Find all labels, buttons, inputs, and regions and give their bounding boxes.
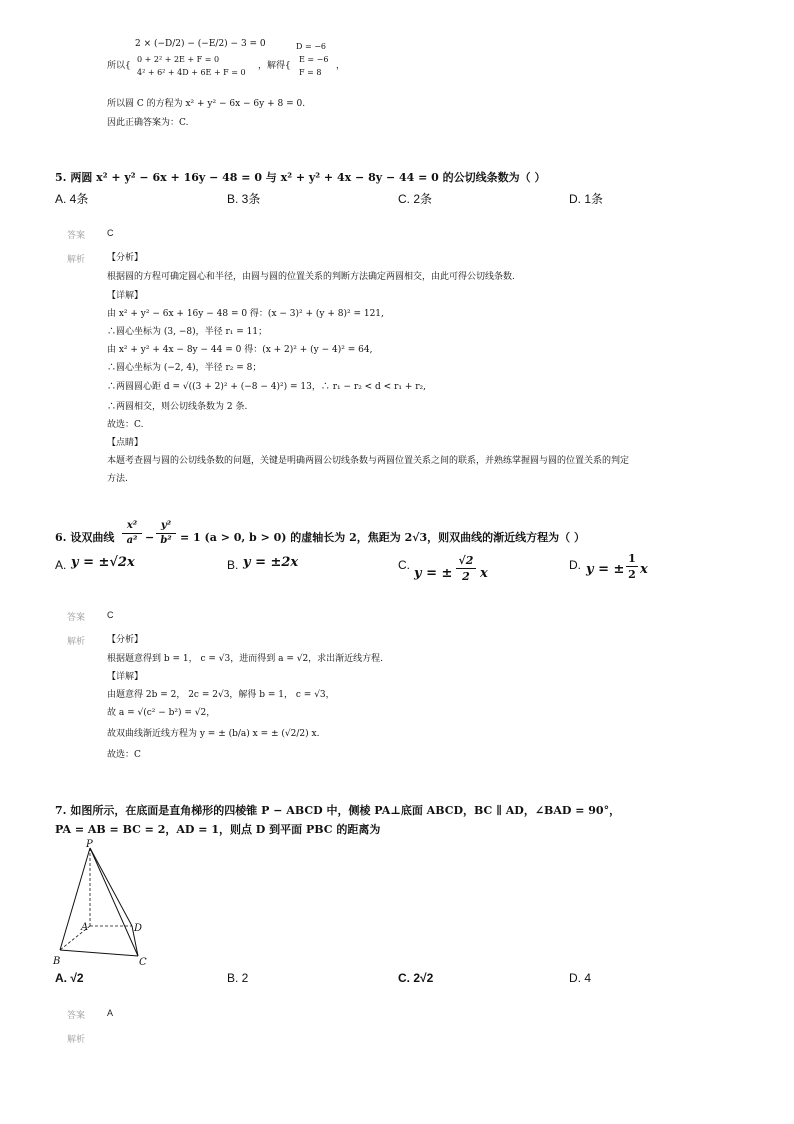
prev-solution-f: F = 8 [299,68,322,77]
edge-pc [90,848,138,956]
q6-option-d-prefix: y = ± [586,562,625,577]
q6-analysis-line-4: 由题意得 2b = 2， 2c = 2√3，解得 b = 1， c = √3， [107,690,335,700]
q5-analysis-line-7: ∴圆心坐标为 (−2, 4)，半径 r₂ = 8； [107,363,262,373]
q6-analysis-line-6: 故双曲线渐近线方程为 y = ± (b/a) x = ± (√2/2) x. [107,729,320,739]
q7-option-a: A. √2 [55,971,84,985]
prev-system-line1: 0 + 2² + 2E + F = 0 [137,55,220,64]
q6-minus: − [145,531,155,544]
q7-option-b: B. 2 [227,971,249,985]
q5-analysis-line-13: 方法. [107,474,128,484]
q6-stem-end: = 1 (a > 0, b > 0) 的虚轴长为 2，焦距为 2√3，则双曲线的渐近线方程为（ ） [180,531,585,544]
q6-option-d-label: D. [569,558,581,572]
q6-option-b-label: B. [227,558,239,572]
label-d: D [134,923,143,934]
q6-analysis-line-2: 根据题意得到 b = 1， c = √3，进而得到 a = √2，求出渐近线方程. [107,654,384,664]
q6-option-c-suffix: x [480,566,488,581]
q6-analysis-label: 解析 [67,636,86,646]
q5-analysis-line-11: 【点睛】 [107,438,144,448]
q5-analysis-line-4: 由 x² + y² − 6x + 16y − 48 = 0 得：(x − 3)² + (y + 8)² = 121, [107,309,384,319]
q6-option-a-label: A. [55,558,67,572]
prev-circle-equation: 所以圆 C 的方程为 x² + y² − 6x − 6y + 8 = 0. [107,99,306,109]
q6-option-c-label: C. [398,558,410,572]
q6-option-c-denominator: 2 [462,570,470,583]
q5-analysis-line-1: 【分析】 [107,253,144,263]
q6-frac2-bar [156,533,176,534]
prev-tail: ， [336,61,346,71]
q6-frac1-bar [122,533,142,534]
q6-option-c-prefix: y = ± [414,566,453,581]
q5-analysis-line-12: 本题考查圆与圆的公切线条数的问题，关键是明确两圆公切线条数与两圆位置关系之间的联系，并熟练掌握圆与圆的位置关系的判定 [107,456,630,466]
q6-answer-value: C [107,610,114,620]
label-p: P [86,839,93,850]
q6-stem-start: 6. 设双曲线 [55,531,115,544]
q5-answer-value: C [107,228,114,238]
q6-option-b-expr: y = ±2x [243,555,299,570]
q6-frac1-denominator: a² [126,535,138,546]
prev-solution-e: E = −6 [299,55,329,64]
prev-suoyi: 所以{ [107,61,131,71]
edge-bc [60,950,138,956]
q5-analysis-line-6: 由 x² + y² + 4x − 8y − 44 = 0 得：(x + 2)² + (y − 4)² = 64, [107,345,373,355]
prev-jiede: ，解得{ [258,61,291,71]
prev-system-line2: 4² + 6² + 4D + 6E + F = 0 [137,68,246,77]
q6-option-d-bar [626,566,638,567]
prev-conclusion: 因此正确答案为：C. [107,118,189,128]
q7-analysis-label: 解析 [67,1034,86,1044]
q6-analysis-line-3: 【详解】 [107,672,144,682]
q5-option-d: D. 1条 [569,192,604,206]
q5-option-a: A. 4条 [55,192,89,206]
q5-analysis-line-8: ∴两圆圆心距 d = √((3 + 2)² + (−8 − 4)²) = 13，∴ r₁ − r₂ < d < r₁ + r₂, [107,382,427,392]
q5-option-b: B. 3条 [227,192,261,206]
q6-analysis-line-5: 故 a = √(c² − b²) = √2， [107,708,216,718]
q6-option-a-expr: y = ±√2x [71,555,135,570]
prev-equation-top: 2 × (−D/2) − (−E/2) − 3 = 0 [135,39,266,49]
prev-solution-d: D = −6 [296,42,326,51]
q6-option-d-denominator: 2 [628,568,636,581]
q5-analysis-line-5: ∴圆心坐标为 (3, −8)，半径 r₁ = 11； [107,327,268,337]
q6-frac2-denominator: b² [160,535,172,546]
q6-analysis-line-1: 【分析】 [107,635,144,645]
q5-answer-label: 答案 [67,230,86,240]
q5-analysis-line-10: 故选：C. [107,420,144,430]
q7-answer-label: 答案 [67,1010,86,1020]
q6-option-d-suffix: x [640,562,648,577]
q6-frac1-numerator: x² [126,520,138,531]
q5-option-c: C. 2条 [398,192,433,206]
q7-option-c: C. 2√2 [398,971,434,985]
q6-option-c-numerator: √2 [458,554,474,567]
q5-analysis-label: 解析 [67,254,86,264]
q6-option-d-numerator: 1 [628,552,636,565]
q7-option-d: D. 4 [569,971,592,985]
q6-analysis-line-7: 故选：C [107,750,141,760]
label-b: B [53,956,61,967]
edge-pb [60,848,90,950]
label-a: A [81,922,89,933]
q5-analysis-line-3: 【详解】 [107,291,144,301]
q5-analysis-line-9: ∴两圆相交，则公切线条数为 2 条. [107,402,248,412]
q7-stem-line-2: PA = AB = BC = 2，AD = 1，则点 D 到平面 PBC 的距离为 [55,823,381,836]
q5-stem: 5. 两圆 x² + y² − 6x + 16y − 48 = 0 与 x² + y² + 4x − 8y − 44 = 0 的公切线条数为（ ） [55,171,546,184]
label-c: C [139,957,147,968]
q7-stem-line-1: 7. 如图所示，在底面是直角梯形的四棱锥 P − ABCD 中，侧棱 PA⊥底面 ABCD，BC ∥ AD，∠BAD = 90°， [55,804,621,817]
q6-option-c-bar [456,568,476,569]
edge-pd [90,848,132,926]
q7-pyramid-figure [50,838,160,970]
q7-answer-value: A [107,1008,114,1018]
q5-analysis-line-2: 根据圆的方程可确定圆心和半径，由圆与圆的位置关系的判断方法确定两圆相交，由此可得公切线条数. [107,272,515,282]
q6-frac2-numerator: y² [160,520,172,531]
q6-answer-label: 答案 [67,612,86,622]
